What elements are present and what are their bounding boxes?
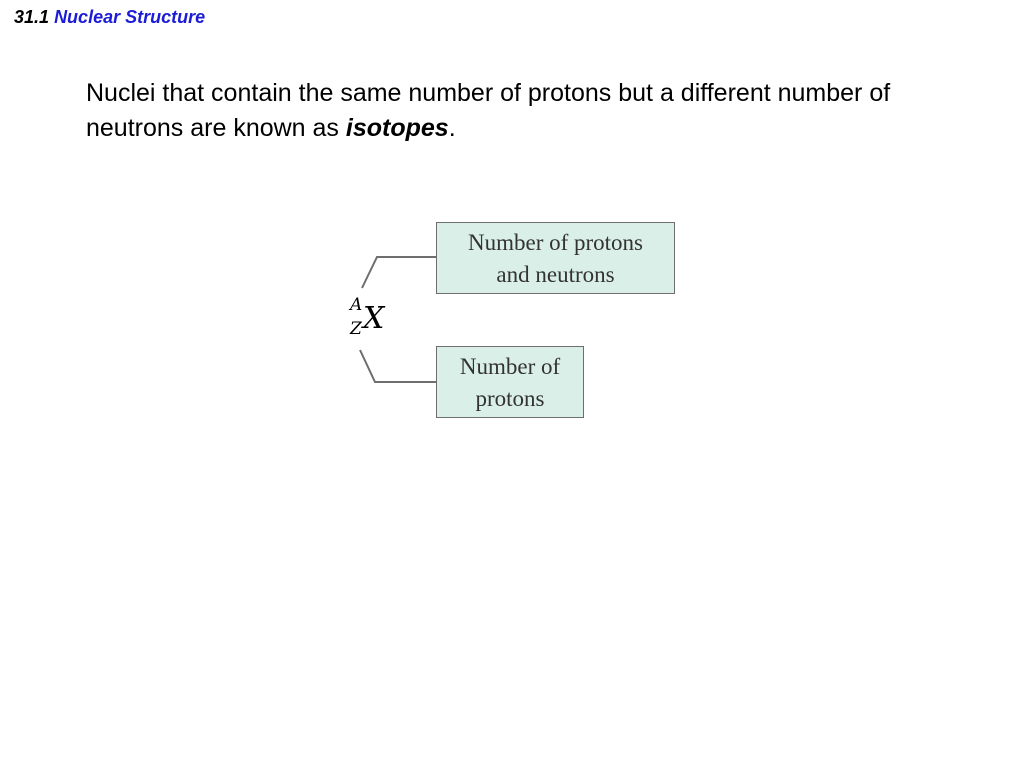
section-number: 31.1	[14, 7, 50, 27]
element-symbol: X	[363, 301, 385, 336]
slide-heading	[14, 6, 205, 28]
atomic-label-line-1: Number of	[459, 354, 561, 379]
atomic-number-label-box	[436, 346, 584, 418]
bottom-connector	[360, 350, 436, 382]
body-text-main: Nuclei that contain the same number of protons but a different number of neutrons are known as	[86, 79, 891, 142]
isotopes-term: isotopes	[345, 114, 449, 142]
top-connector	[362, 257, 436, 288]
body-text-end: .	[448, 114, 456, 142]
nuclide-notation-diagram	[340, 220, 680, 420]
atomic-number-symbol: Z	[350, 319, 362, 339]
mass-label-line-2: and neutrons	[496, 262, 615, 287]
mass-number-label-box	[436, 222, 675, 294]
atomic-label-line-2: protons	[475, 386, 545, 411]
section-title: Nuclear Structure	[54, 7, 206, 27]
nuclide-symbol	[348, 296, 408, 346]
mass-label-line-1: Number of protons	[467, 230, 644, 255]
body-paragraph	[86, 76, 946, 146]
mass-number-symbol: A	[350, 295, 363, 315]
